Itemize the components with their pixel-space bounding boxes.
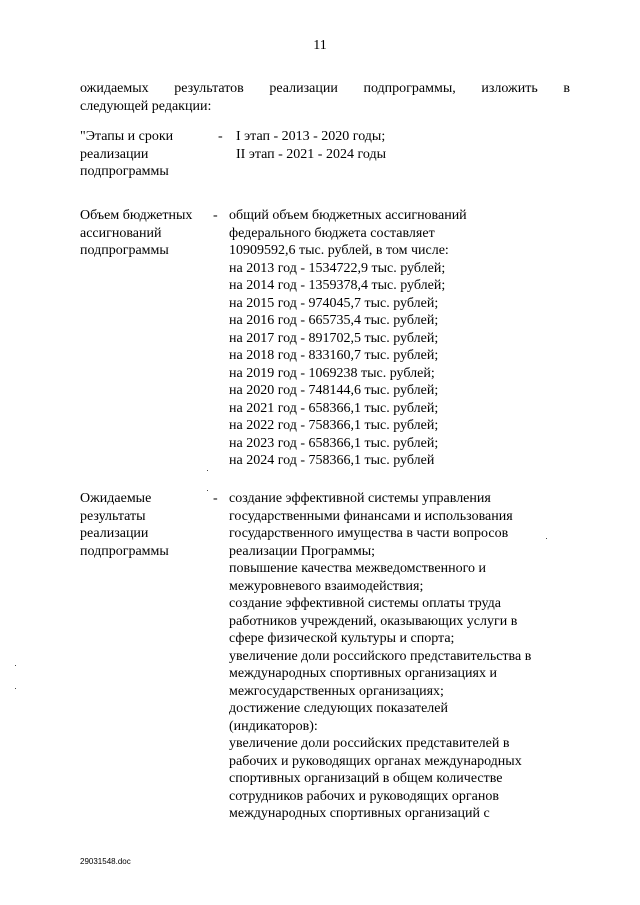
budget-label [80,207,212,260]
content-line: на 2013 год - 1534722,9 тыс. рублей; [229,260,446,276]
budget-dash: - [213,208,218,223]
intro-word: изложить [481,81,538,96]
content-line: на 2024 год - 758366,1 тыс. рублей [229,453,435,468]
content-line: на 2018 год - 833160,7 тыс. рублей; [229,348,439,363]
label-line: подпрограммы [80,243,169,258]
content-line: на 2016 год - 665735,4 тыс. рублей; [229,313,439,328]
content-line: повышение качества межведомственного и [229,561,486,576]
stages-content [236,128,546,163]
content-line: сотрудников рабочих и руководящих органов [229,788,499,804]
intro-word: в [563,81,570,96]
content-line: создание эффективной системы оплаты труда [229,596,501,611]
content-line: на 2014 год - 1359378,4 тыс. рублей; [229,278,446,293]
intro-paragraph [80,80,570,116]
intro-word: подпрограммы, [363,81,456,96]
content-line: увеличение доли российского представительства в [229,648,532,664]
content-line: государственного имущества в части вопросов [229,526,509,541]
intro-word: реализации [269,81,338,96]
scan-speck [15,688,16,689]
content-line: межгосударственных организациях; [229,683,444,699]
content-line: рабочих и руководящих органах международных [229,753,522,769]
label-line: реализации [80,526,149,541]
budget-content [229,207,539,470]
page-number: 11 [313,38,327,53]
content-line: создание эффективной системы управления [229,491,491,506]
label-line: ассигнований [80,225,162,241]
content-line: межуровневого взаимодействия; [229,578,424,594]
scan-speck [207,470,208,471]
content-line: I этап - 2013 - 2020 годы; [236,129,386,144]
label-line: Объем бюджетных [80,208,193,223]
label-line: "Этапы и сроки [80,129,174,144]
content-line: на 2021 год - 658366,1 тыс. рублей; [229,400,439,416]
intro-line-1 [80,80,570,98]
content-line: на 2017 год - 891702,5 тыс. рублей; [229,330,439,346]
label-line: подпрограммы [80,164,169,179]
label-line: результаты [80,508,146,524]
label-line: реализации [80,146,149,162]
results-label [80,490,212,560]
label-line: Ожидаемые [80,491,152,506]
intro-line-2: следующей редакции: [80,99,212,114]
content-line: на 2020 год - 748144,6 тыс. рублей; [229,383,439,398]
scan-speck [207,490,208,491]
content-line: на 2015 год - 974045,7 тыс. рублей; [229,295,439,311]
content-line: работников учреждений, оказывающих услуги в [229,613,518,629]
intro-word: ожидаемых [80,81,149,96]
content-line: на 2019 год - 1069238 тыс. рублей; [229,365,435,381]
content-line: увеличение доли российских представителей в [229,736,510,751]
content-line: (индикаторов): [229,718,318,734]
content-line: международных спортивных организациях и [229,666,497,681]
scan-speck [546,538,547,539]
content-line: спортивных организаций в общем количестве [229,771,503,786]
file-name-footer: 29031548.doc [80,857,131,866]
results-dash: - [213,491,218,506]
content-line: II этап - 2021 - 2024 годы [236,146,386,162]
content-line: на 2023 год - 658366,1 тыс. рублей; [229,435,439,451]
content-line: федерального бюджета составляет [229,225,435,241]
content-line: реализации Программы; [229,543,376,559]
intro-word: результатов [174,81,244,96]
content-line: на 2022 год - 758366,1 тыс. рублей; [229,418,439,433]
content-line: государственными финансами и использования [229,508,513,524]
scan-speck [15,665,16,666]
content-line: общий объем бюджетных ассигнований [229,208,467,223]
stages-label [80,128,212,181]
content-line: достижение следующих показателей [229,701,448,716]
label-line: подпрограммы [80,543,169,559]
content-line: сфере физической культуры и спорта; [229,631,455,646]
content-line: международных спортивных организаций с [229,806,490,821]
results-content [229,490,539,823]
stages-dash: - [218,129,223,144]
content-line: 10909592,6 тыс. рублей, в том числе: [229,243,449,258]
